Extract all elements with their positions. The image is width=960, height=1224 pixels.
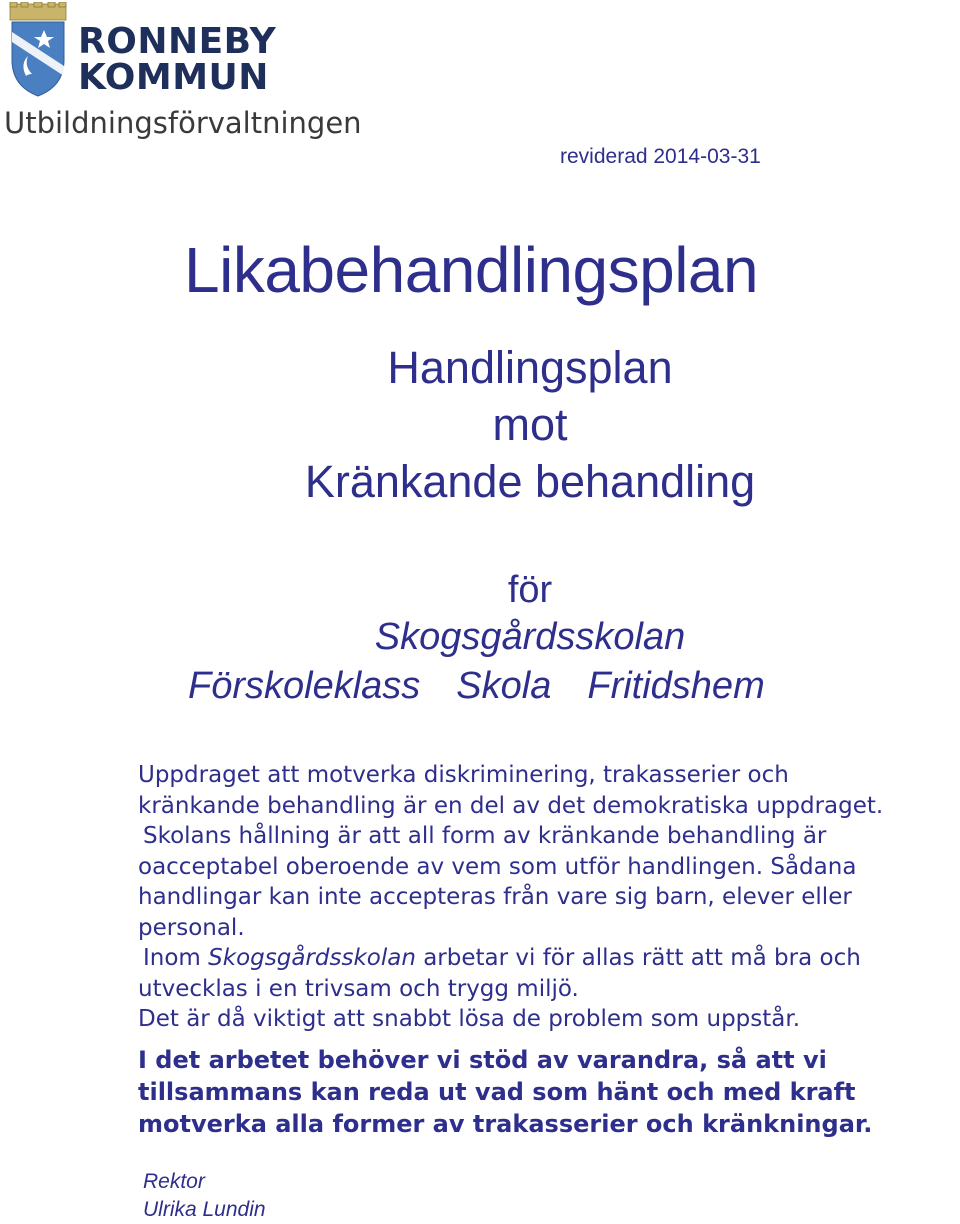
body-text-fragment: Inom: [143, 945, 209, 971]
closing-line: motverka alla former av trakasserier och kränkningar.: [138, 1110, 873, 1138]
unit-school: Skola: [456, 665, 552, 707]
subtitle-line-3: Kränkande behandling: [304, 456, 756, 507]
closing-line: tillsammans kan reda ut vad som hänt och med kraft: [138, 1078, 856, 1106]
brand-name-line-2: KOMMUN: [78, 57, 269, 98]
body-line: utvecklas i en trivsam och trygg miljö.: [138, 975, 579, 1002]
department-name: Utbildningsförvaltningen: [4, 106, 362, 140]
body-line: Det är då viktigt att snabbt lösa de problem som uppstår.: [138, 1006, 801, 1032]
school-name: Skogsgårdsskolan: [374, 616, 686, 658]
subtitle-line-2: mot: [492, 399, 568, 450]
brand-name-line-1: RONNEBY: [78, 21, 277, 62]
unit-preschool-class: Förskoleklass: [188, 665, 421, 707]
subtitle-line-1: Handlingsplan: [387, 342, 673, 393]
body-line: handlingar kan inte accepteras från vare sig barn, elever eller: [138, 884, 852, 910]
signature-block: [143, 1168, 266, 1224]
body-line: oacceptabel oberoende av vem som utför handlingen. Sådana: [138, 853, 857, 880]
body-line: kränkande behandling är en del av det demokratiska uppdraget.: [138, 792, 884, 819]
ronneby-kommun-logo: [0, 0, 362, 150]
unit-after-school: Fritidshem: [587, 665, 765, 707]
school-units: [188, 664, 765, 708]
signer-name: Ulrika Lundin: [143, 1198, 266, 1221]
closing-statement: [138, 1044, 872, 1140]
body-line: personal.: [138, 914, 245, 941]
school-name-inline: Skogsgårdsskolan: [208, 945, 416, 971]
for-label: för: [507, 569, 553, 611]
body-line: [138, 943, 938, 974]
coat-of-arms-icon: [6, 2, 70, 98]
body-text-fragment: arbetar vi för allas rätt att må bra och: [415, 945, 861, 971]
document-title: Likabehandlingsplan: [184, 234, 759, 306]
closing-line: I det arbetet behöver vi stöd av varandra, så att vi: [138, 1046, 827, 1074]
body-line: Skolans hållning är att all form av kränkande behandling är: [143, 823, 827, 849]
body-text: [138, 760, 938, 1035]
revision-date: reviderad 2014-03-31: [560, 145, 761, 168]
signer-role: Rektor: [143, 1170, 205, 1193]
body-line: Uppdraget att motverka diskriminering, trakasserier och: [138, 762, 789, 788]
